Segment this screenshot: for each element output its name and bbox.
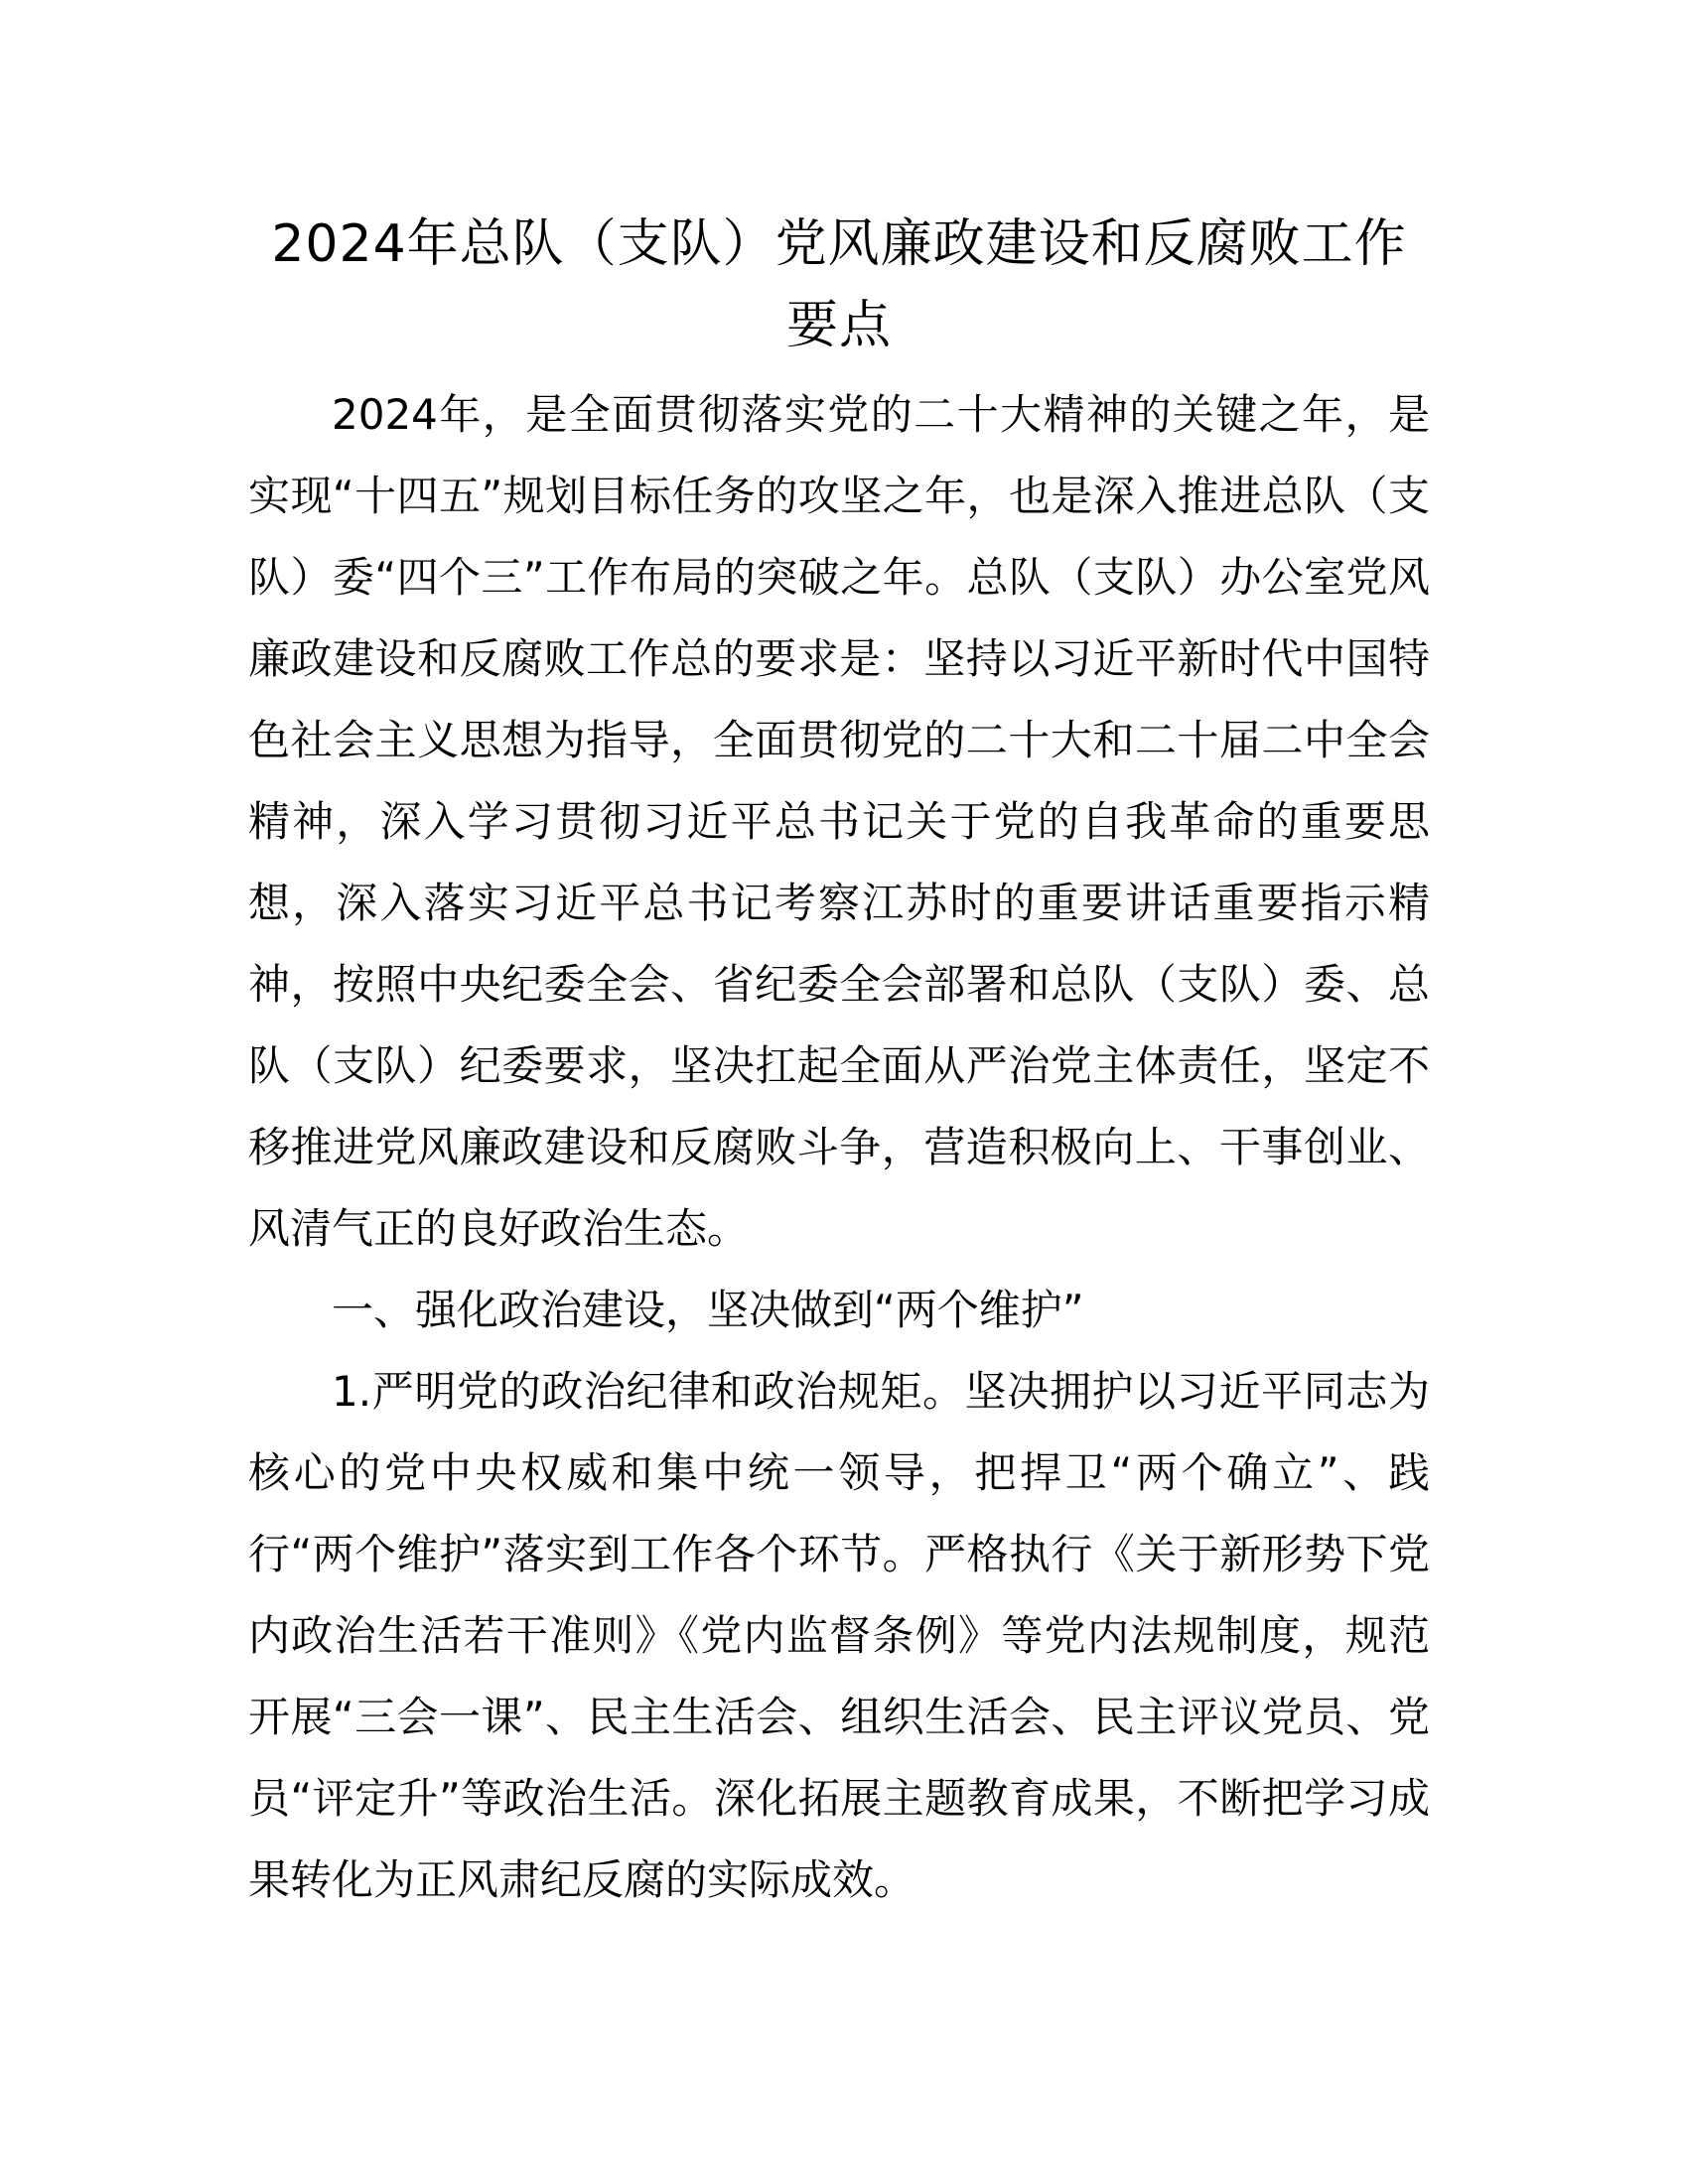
section-heading-1: 一、强化政治建设，坚决做到“两个维护” — [332, 1286, 1084, 1334]
document-title: 2024年总队（支队）党风廉政建设和反腐败工作要点 — [271, 214, 1407, 355]
section-1-item-1: 1.严明党的政治纪律和政治规矩。坚决拥护以习近平同志为核心的党中央权威和集中统一领导，把捍卫“两个确立”、践行“两个维护”落实到工作各个环节。严格执行《关于新形势下党内政治生活若干准则》《党内监督条例》等党内法规制度，规范开展“三会一课”、民主生活会、组织生活会、民主评议党员、党员“评定升”等政治生活。深化拓展主题教育成果，不断把学习成果转化为正风肃纪反腐的实际成效。 — [248, 1367, 1430, 1904]
document-page — [248, 204, 1430, 1921]
intro-paragraph: 2024年，是全面贯彻落实党的二十大精神的关键之年，是实现“十四五”规划目标任务的攻坚之年，也是深入推进总队（支队）委“四个三”工作布局的突破之年。总队（支队）办公室党风廉政建设和反腐败工作总的要求是：坚持以习近平新时代中国特色社会主义思想为指导，全面贯彻党的二十大和二十届二中全会精神，深入学习贯彻习近平总书记关于党的自我革命的重要思想，深入落实习近平总书记考察江苏时的重要讲话重要指示精神，按照中央纪委全会、省纪委全会部署和总队（支队）委、总队（支队）纪委要求，坚决扛起全面从严治党主体责任，坚定不移推进党风廉政建设和反腐败斗争，营造积极向上、干事创业、风清气正的良好政治生态。 — [248, 390, 1430, 1253]
